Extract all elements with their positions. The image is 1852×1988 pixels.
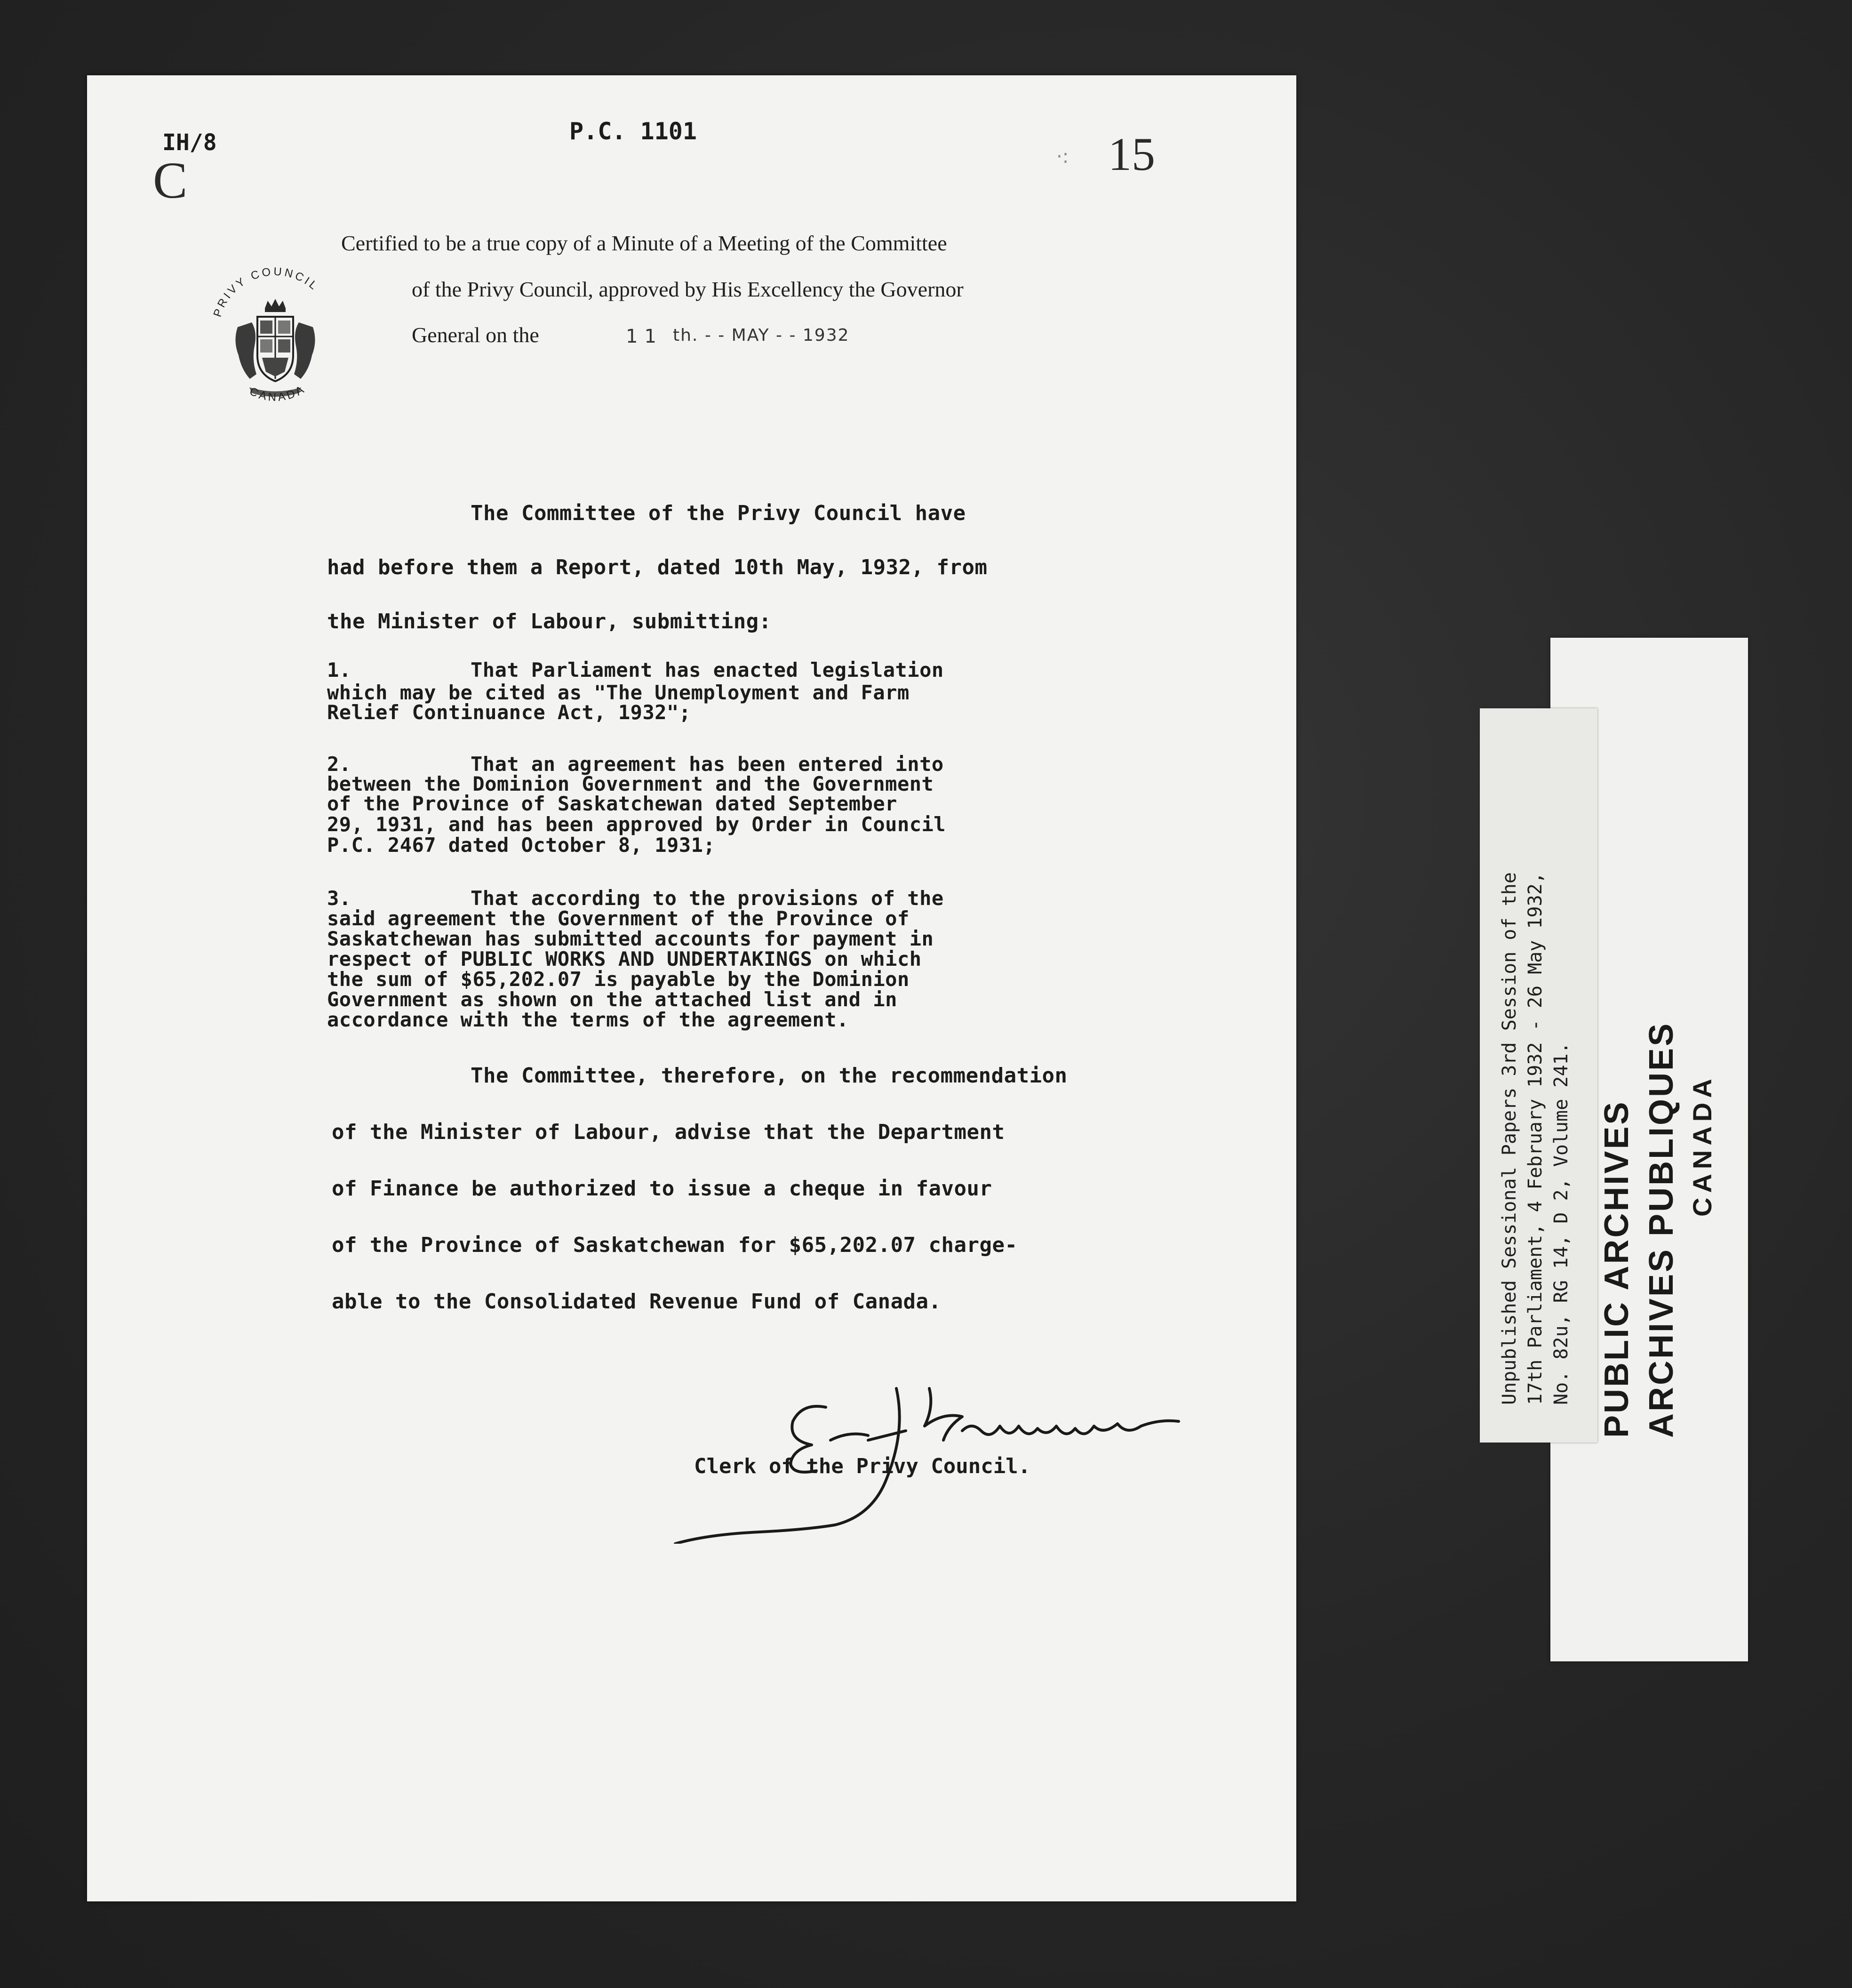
reference-line-3: No. 82u, RG 14, D 2, Volume 241. — [1550, 1042, 1572, 1405]
certificate-line-2: of the Privy Council, approved by His Excellency the Governor — [412, 277, 964, 301]
item-1-line-2: which may be cited as "The Unemployment and Farm — [327, 681, 910, 704]
item-1-number: 1. — [327, 658, 351, 681]
conclusion-line-3: of Finance be authorized to issue a cheque in favour — [332, 1177, 992, 1201]
page-mark-icon: ·: — [1056, 146, 1069, 168]
item-3-line-1: That according to the provisions of the — [471, 887, 944, 910]
item-2-line-1: That an agreement has been entered into — [471, 753, 944, 776]
conclusion-line-5: able to the Consolidated Revenue Fund of Canada. — [332, 1290, 942, 1314]
pc-number: P.C. 1101 — [569, 118, 697, 145]
intro-line-2: had before them a Report, dated 10th May, 1932, from — [327, 555, 988, 579]
item-2-line-3: of the Province of Saskatchewan dated September — [327, 792, 897, 815]
item-2-line-2: between the Dominion Government and the Government — [327, 772, 934, 795]
item-3-line-7: accordance with the terms of the agreement. — [327, 1008, 849, 1031]
intro-line-1: The Committee of the Privy Council have — [471, 501, 966, 525]
privy-council-seal — [205, 261, 346, 431]
signature-title: Clerk of the Privy Council. — [694, 1454, 1031, 1478]
stamp-line-2: ARCHIVES PUBLIQUES — [1643, 1021, 1680, 1438]
item-3-line-6: Government as shown on the attached list and in — [327, 988, 897, 1011]
item-3-line-4: respect of PUBLIC WORKS AND UNDERTAKINGS on which — [327, 947, 922, 970]
svg-text:CANADA — [247, 382, 308, 404]
item-3-line-5: the sum of $65,202.07 is payable by the Dominion — [327, 968, 910, 991]
certificate-line-1: Certified to be a true copy of a Minute of a Meeting of the Committee — [341, 231, 947, 255]
stamp-line-1: PUBLIC ARCHIVES — [1598, 1100, 1636, 1438]
conclusion-line-2: of the Minister of Labour, advise that the Department — [332, 1120, 1005, 1144]
item-3-number: 3. — [327, 887, 351, 910]
filing-letter: C — [153, 152, 188, 209]
item-3-line-2: said agreement the Government of the Province of — [327, 907, 910, 930]
document-page — [87, 75, 1296, 1901]
item-1-line-1: That Parliament has enacted legislation — [471, 658, 944, 681]
item-3-line-3: Saskatchewan has submitted accounts for payment in — [327, 927, 934, 950]
item-2-line-4: 29, 1931, and has been approved by Order in Council — [327, 813, 946, 836]
conclusion-line-1: The Committee, therefore, on the recommendation — [471, 1064, 1068, 1088]
item-1-line-3: Relief Continuance Act, 1932"; — [327, 701, 691, 724]
reference-line-2: 17th Parliament, 4 February 1932 - 26 May 1932, — [1525, 872, 1546, 1405]
item-2-line-5: P.C. 2467 dated October 8, 1931; — [327, 834, 716, 857]
seal-bottom-text: CANADA — [247, 382, 308, 404]
coat-of-arms-icon — [235, 299, 315, 397]
date-month-year: th. - - MAY - - 1932 — [673, 326, 850, 345]
seal-top-text: PRIVY COUNCIL — [211, 265, 321, 319]
conclusion-line-4: of the Province of Saskatchewan for $65,202.07 charge- — [332, 1233, 1018, 1257]
stamp-line-3: CANADA — [1687, 1074, 1717, 1217]
intro-line-3: the Minister of Labour, submitting: — [327, 609, 772, 633]
reference-line-1: Unpublished Sessional Papers 3rd Session of the — [1499, 872, 1520, 1405]
certificate-line-3: General on the — [412, 323, 539, 347]
item-2-number: 2. — [327, 753, 351, 776]
page-number: 15 — [1108, 128, 1155, 180]
date-day: 11 — [626, 326, 663, 347]
archive-reference-tab — [1480, 708, 1597, 1443]
filing-code: IH/8 — [162, 129, 217, 156]
